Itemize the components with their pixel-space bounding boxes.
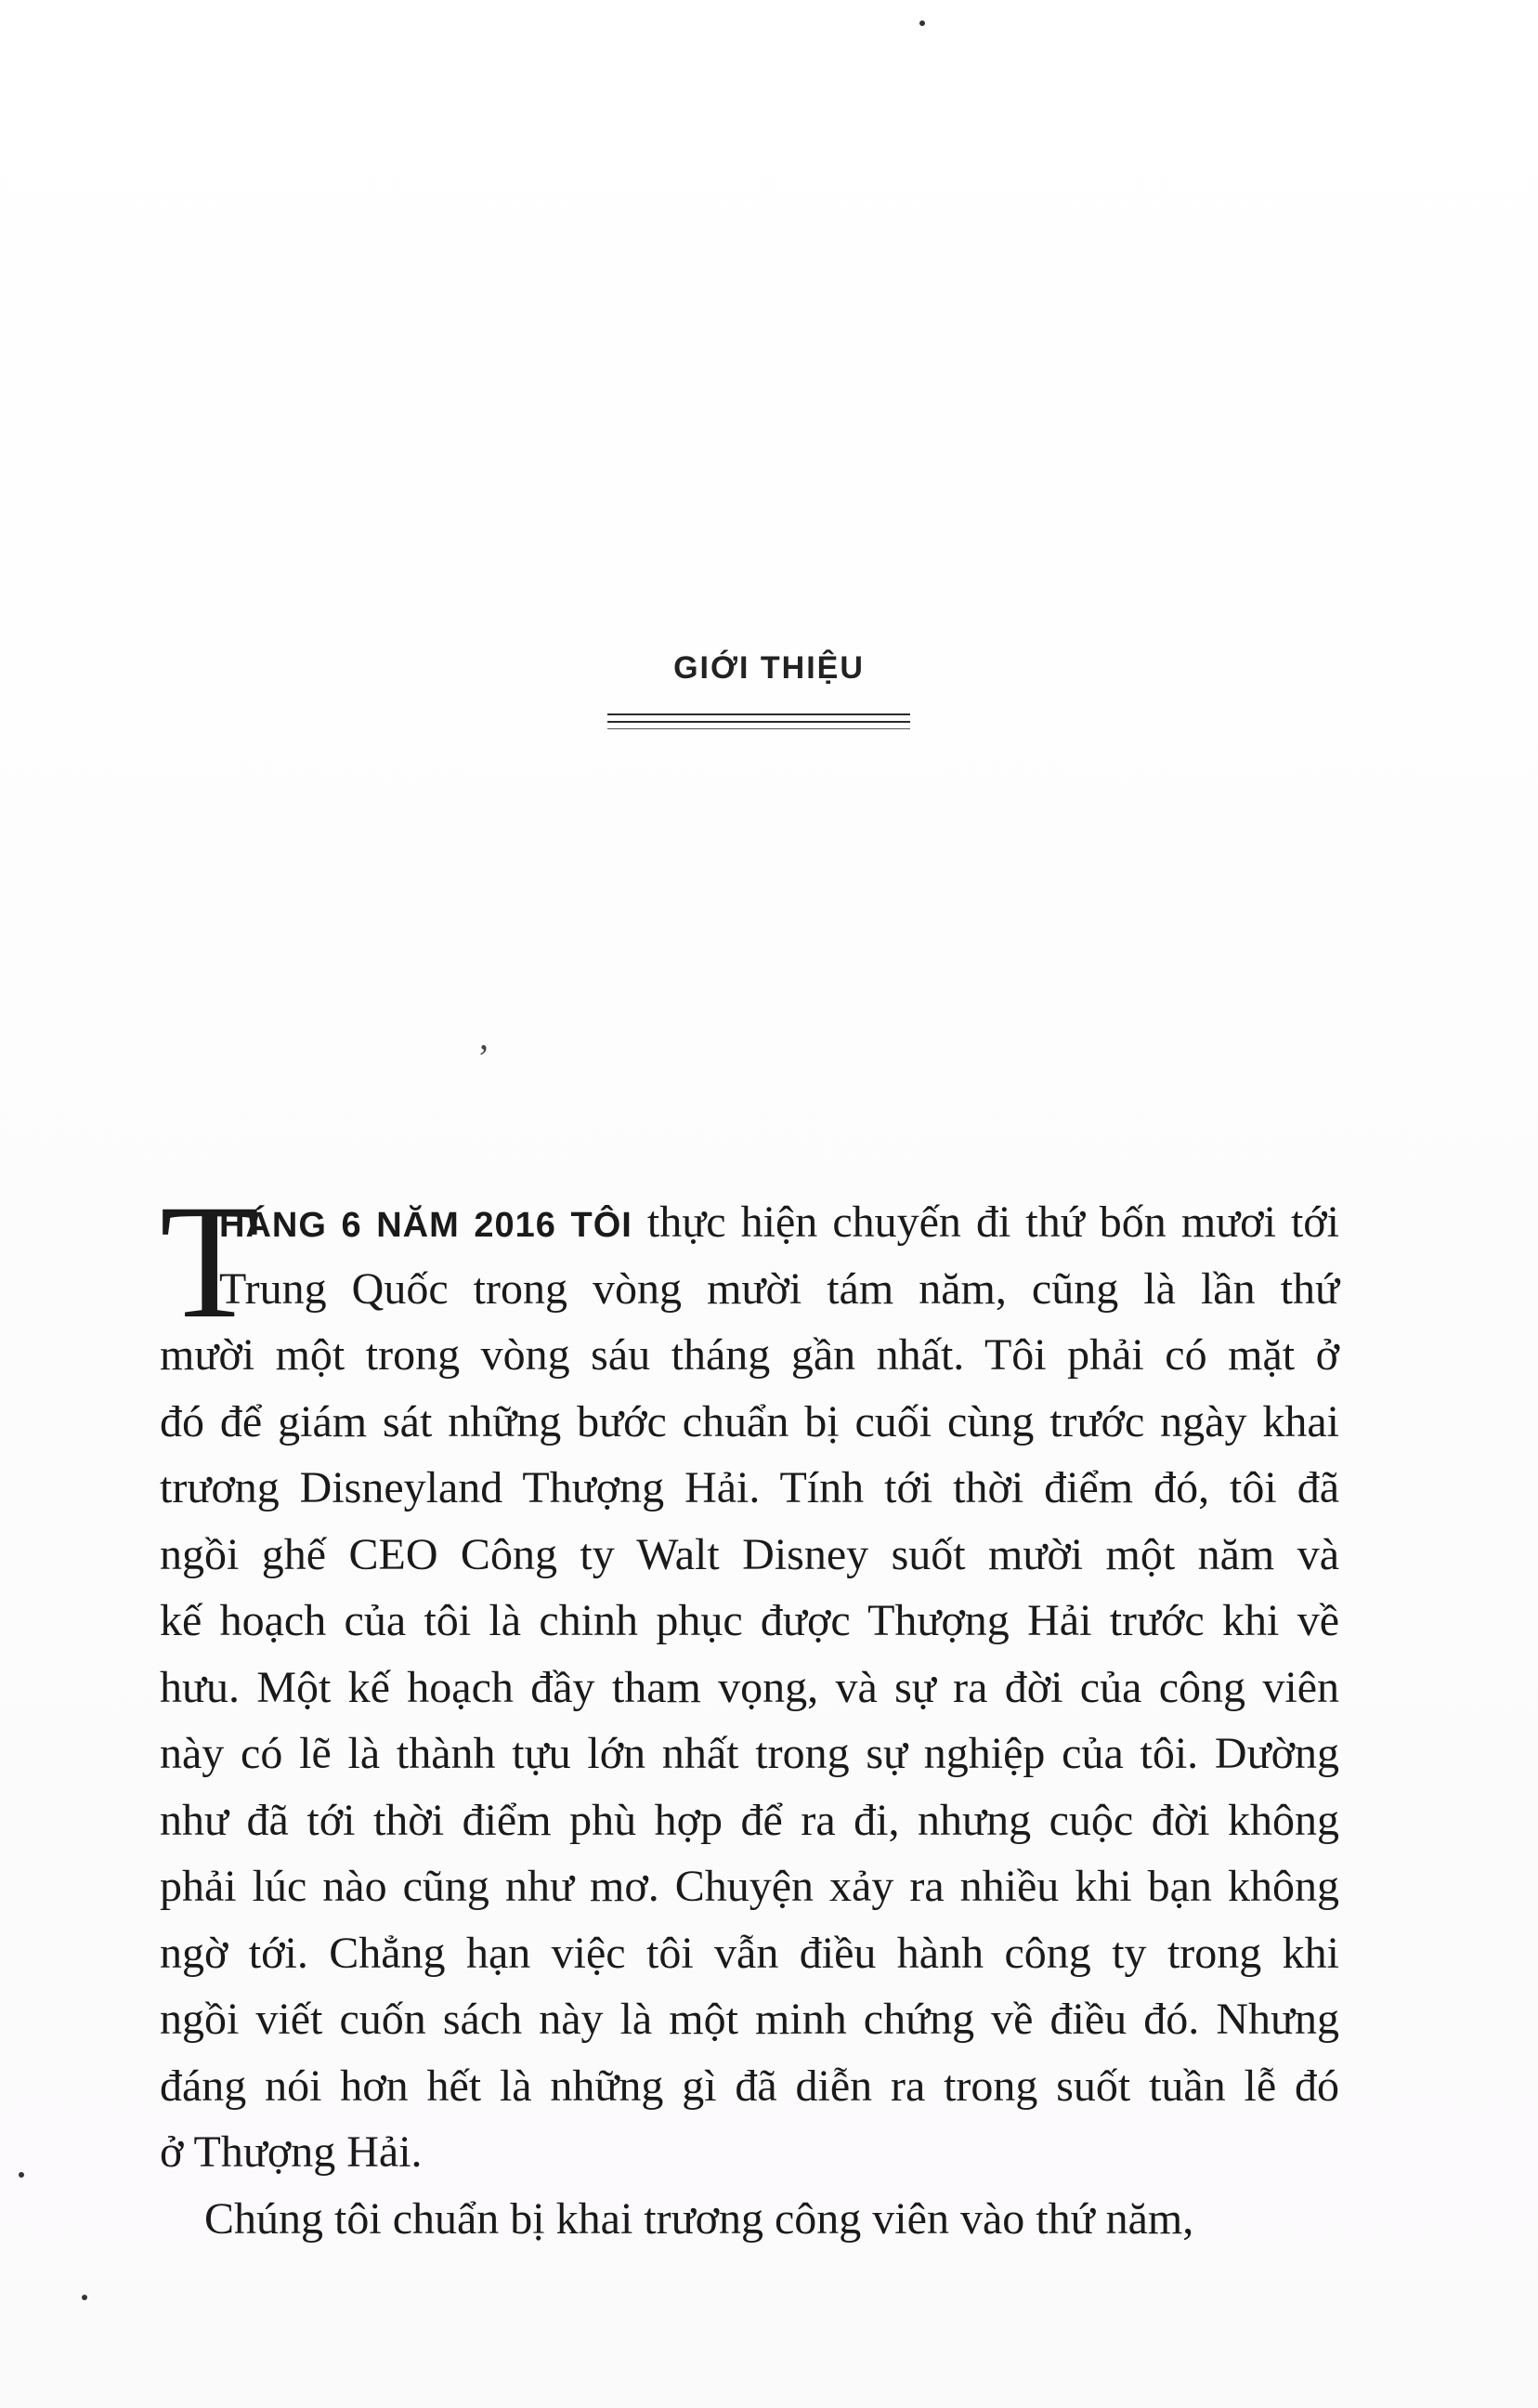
text-line: ngồi ghế CEO Công ty Walt Disney suốt mười một năm và (160, 1529, 1339, 1579)
print-speck (919, 20, 925, 26)
text-line: Trung Quốc trong vòng mười tám năm, cũng là lần thứ (219, 1263, 1339, 1314)
stray-comma-mark: , (479, 1015, 489, 1057)
text-line: ở Thượng Hải. (160, 2127, 423, 2177)
text-line: trương Disneyland Thượng Hải. Tính tới thời điểm đó, tôi đã (160, 1463, 1339, 1512)
text-line: mười một trong vòng sáu tháng gần nhất. Tôi phải có mặt ở (160, 1330, 1339, 1380)
print-speck (82, 2295, 87, 2300)
title-underline (607, 713, 910, 715)
title-underline (607, 728, 910, 729)
chapter-title: GIỚI THIỆU (673, 650, 865, 686)
body-text (160, 1171, 1340, 2252)
lead-in-smallcaps: HÁNG 6 NĂM 2016 TÔI (219, 1206, 632, 1245)
print-speck (19, 2172, 24, 2178)
title-underline (607, 721, 910, 723)
text-line: ngồi viết cuốn sách này là một minh chứng về điều đó. Nhưng (160, 1995, 1339, 2044)
text-line: đó để giám sát những bước chuẩn bị cuối cùng trước ngày khai (160, 1396, 1339, 1446)
drop-cap: T (160, 1171, 260, 1353)
text-line: hưu. Một kế hoạch đầy tham vọng, và sự ra đời của công viên (160, 1662, 1339, 1712)
text-line: ngờ tới. Chẳng hạn việc tôi vẫn điều hành công ty trong khi (160, 1928, 1339, 1978)
text-line: kế hoạch của tôi là chinh phục được Thượng Hải trước khi về (160, 1596, 1339, 1645)
text-line: Chúng tôi chuẩn bị khai trương công viên vào thứ năm, (204, 2193, 1194, 2244)
text-line: HÁNG 6 NĂM 2016 TÔI thực hiện chuyến đi thứ bốn mươi tới (219, 1197, 1340, 1247)
text-line: này có lẽ là thành tựu lớn nhất trong sự nghiệp của tôi. Dường (160, 1729, 1339, 1778)
text-line: đáng nói hơn hết là những gì đã diễn ra trong suốt tuần lễ đó (160, 2061, 1339, 2111)
text-line: như đã tới thời điểm phù hợp để ra đi, nhưng cuộc đời không (160, 1795, 1339, 1845)
text-line: phải lúc nào cũng như mơ. Chuyện xảy ra nhiều khi bạn không (160, 1862, 1339, 1911)
